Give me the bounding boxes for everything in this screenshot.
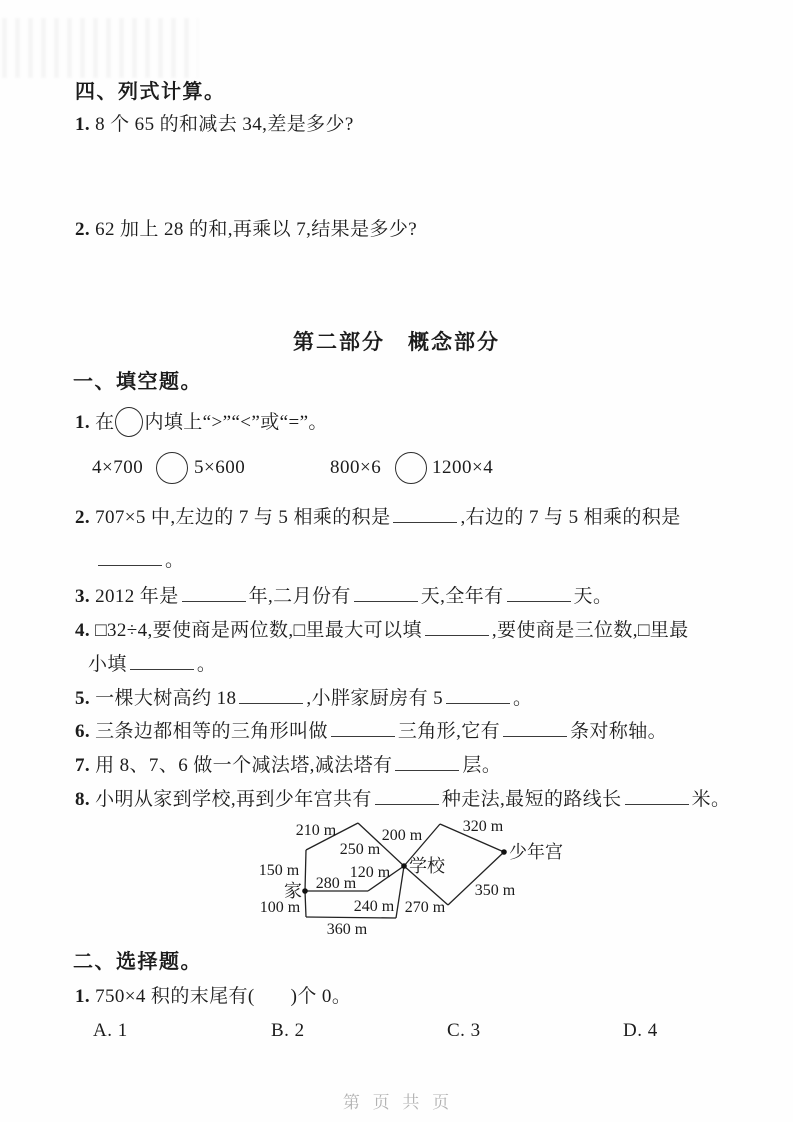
question-number: 3. [75,586,91,607]
question-text: )个 0。 [290,986,352,1007]
fill-question-6 [75,720,667,744]
question-text: 8 个 65 的和减去 34,差是多少? [95,114,354,135]
question-text: ,要使商是三位数,□里最 [491,620,689,641]
answer-circle-blank [395,452,427,484]
question-number: 6. [75,721,91,742]
distance-label-350m: 350 m [474,882,516,899]
school-node-dot [401,863,407,869]
option-c: C. 3 [447,1020,481,1041]
question-text: 。 [513,688,533,709]
question-text: 层。 [462,755,502,776]
home-node-dot [302,888,308,894]
section-choice-title: 二、选择题。 [73,951,202,973]
answer-blank [239,687,303,704]
distance-label-250m: 250 m [339,841,381,858]
question-text: 用 8、7、6 做一个减法塔,减法塔有 [95,755,393,776]
answer-blank [393,506,457,523]
answer-blank [98,549,162,566]
choice-question-1 [75,985,351,1009]
question-text: 三角形,它有 [397,721,501,742]
question-text: 小填 [88,654,127,675]
question-number: 2. [75,507,91,528]
question-text: 年,二月份有 [248,586,351,607]
fill-question-1 [75,407,328,437]
expression: 5×600 [194,457,246,478]
distance-label-120m: 120 m [349,864,391,881]
question-text: 在 [95,412,115,433]
answer-blank [331,720,395,737]
question-number: 1. [75,412,91,433]
answer-blank [354,585,418,602]
distance-label-100m: 100 m [259,899,301,916]
scan-bleed-artifact [2,18,198,78]
part2-heading: 第二部分 概念部分 [293,331,500,354]
comparison-row [0,449,793,485]
question-text: 707×5 中,左边的 7 与 5 相乘的积是 [95,507,391,528]
fill-question-4-cont [88,653,216,677]
distance-label-320m: 320 m [462,818,504,835]
distance-label-280m: 280 m [315,875,357,892]
distance-label-200m: 200 m [381,827,423,844]
distance-label-150m: 150 m [258,862,300,879]
question-number: 5. [75,688,91,709]
palace-node-dot [501,849,507,855]
question-text: ,小胖家厨房有 5 [306,688,444,709]
section-fill-title: 一、填空题。 [73,371,202,393]
fill-question-7 [75,754,501,778]
fill-question-2 [75,506,681,530]
fill-question-3 [75,585,612,609]
option-a: A. 1 [93,1020,128,1041]
route-edge-100 [305,891,306,917]
calc-question-2 [75,218,417,242]
question-text: 天。 [573,586,613,607]
answer-blank [130,653,194,670]
question-number: 7. [75,755,91,776]
question-text: 。 [196,654,217,675]
answer-circle-blank [156,452,188,484]
answer-blank [425,619,489,636]
question-text: 。 [165,550,185,571]
question-text: 种走法,最短的路线长 [441,789,622,810]
route-edge-240 [396,866,404,918]
question-number: 2. [75,219,91,240]
question-text: 内填上“>”“<”或“=”。 [144,412,328,433]
answer-blank [182,585,246,602]
answer-blank [446,687,510,704]
expression: 800×6 [330,457,382,478]
palace-node-label: 少年宫 [509,842,563,862]
fill-question-2-cont [95,549,184,573]
question-text: 条对称轴。 [570,721,668,742]
expression: 4×700 [92,457,144,478]
calc-question-1 [75,113,354,137]
question-text: 天,全年有 [420,586,504,607]
page-footer: 第 页 共 页 [342,1093,451,1112]
answer-circle-blank [115,407,143,437]
fill-question-5 [75,687,532,711]
home-node-label: 家 [284,881,302,901]
option-d: D. 4 [623,1020,658,1041]
distance-label-360m: 360 m [326,921,368,938]
answer-blank [625,788,689,805]
question-text: 2012 年是 [95,586,179,607]
question-text: □32÷4,要使商是两位数,□里最大可以填 [95,620,422,641]
question-text: 62 加上 28 的和,再乘以 7,结果是多少? [95,219,418,240]
route-diagram [228,810,573,945]
answer-blank [395,754,459,771]
question-text: 小明从家到学校,再到少年宫共有 [95,789,372,810]
question-text: 一棵大树高约 18 [95,688,237,709]
route-edge-360 [306,917,396,918]
question-text: 三条边都相等的三角形叫做 [95,721,328,742]
question-text: 750×4 积的末尾有( [95,986,255,1007]
option-b: B. 2 [271,1020,305,1041]
question-number: 1. [75,114,91,135]
answer-blank [375,788,439,805]
distance-label-240m: 240 m [353,898,395,915]
question-text: 米。 [691,789,731,810]
distance-label-210m: 210 m [295,822,337,839]
answer-blank [507,585,571,602]
question-number: 1. [75,986,91,1007]
fill-question-8 [75,788,730,812]
question-text: ,右边的 7 与 5 相乘的积是 [460,507,681,528]
answer-blank [503,720,567,737]
school-node-label: 学校 [409,856,445,876]
expression: 1200×4 [432,457,494,478]
route-edge-150 [305,850,306,891]
fill-question-4 [75,619,689,643]
question-number: 4. [75,620,91,641]
question-number: 8. [75,789,91,810]
distance-label-270m: 270 m [404,899,446,916]
section-calc-title: 四、列式计算。 [75,81,226,103]
